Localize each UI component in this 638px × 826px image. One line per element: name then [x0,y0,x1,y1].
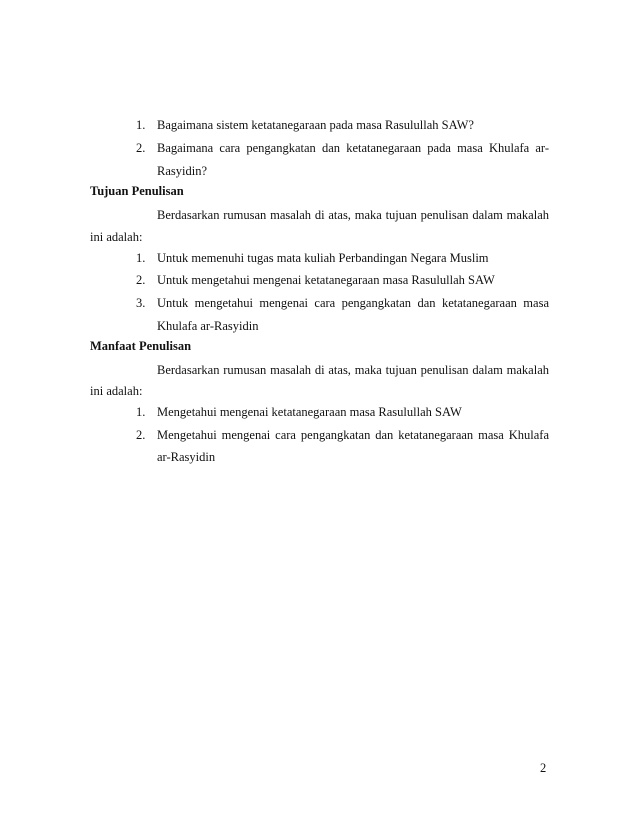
manfaat-item-2-line-1: Mengetahui mengenai cara pengangkatan dan ketatanegaraan masa Khulafa [157,428,549,442]
tujuan-intro-line-2: ini adalah: [90,230,143,244]
manfaat-intro-line-2: ini adalah: [90,384,143,398]
list-number: 1. [136,118,146,132]
list-number: 3. [136,296,146,310]
list-number: 2. [136,141,146,155]
tujuan-intro-line-1: Berdasarkan rumusan masalah di atas, maka tujuan penulisan dalam makalah [157,208,549,222]
list-number: 2. [136,273,146,287]
research-question-1: Bagaimana sistem ketatanegaraan pada masa Rasulullah SAW? [157,118,474,132]
list-number: 2. [136,428,146,442]
page-number: 2 [540,761,547,775]
research-question-2-line-1: Bagaimana cara pengangkatan dan ketatanegaraan pada masa Khulafa ar- [157,141,549,155]
list-number: 1. [136,405,146,419]
research-question-2-line-2: Rasyidin? [157,164,207,178]
tujuan-item-1: Untuk memenuhi tugas mata kuliah Perbandingan Negara Muslim [157,251,489,265]
manfaat-item-2-line-2: ar-Rasyidin [157,450,216,464]
tujuan-item-2: Untuk mengetahui mengenai ketatanegaraan masa Rasulullah SAW [157,273,495,287]
manfaat-item-1: Mengetahui mengenai ketatanegaraan masa Rasulullah SAW [157,405,462,419]
list-number: 1. [136,251,146,265]
section-heading-manfaat: Manfaat Penulisan [90,339,192,353]
tujuan-item-3-line-2: Khulafa ar-Rasyidin [157,319,259,333]
section-heading-tujuan: Tujuan Penulisan [90,184,184,198]
manfaat-intro-line-1: Berdasarkan rumusan masalah di atas, maka tujuan penulisan dalam makalah [157,363,549,377]
tujuan-item-3-line-1: Untuk mengetahui mengenai cara pengangkatan dan ketatanegaraan masa [157,296,549,310]
